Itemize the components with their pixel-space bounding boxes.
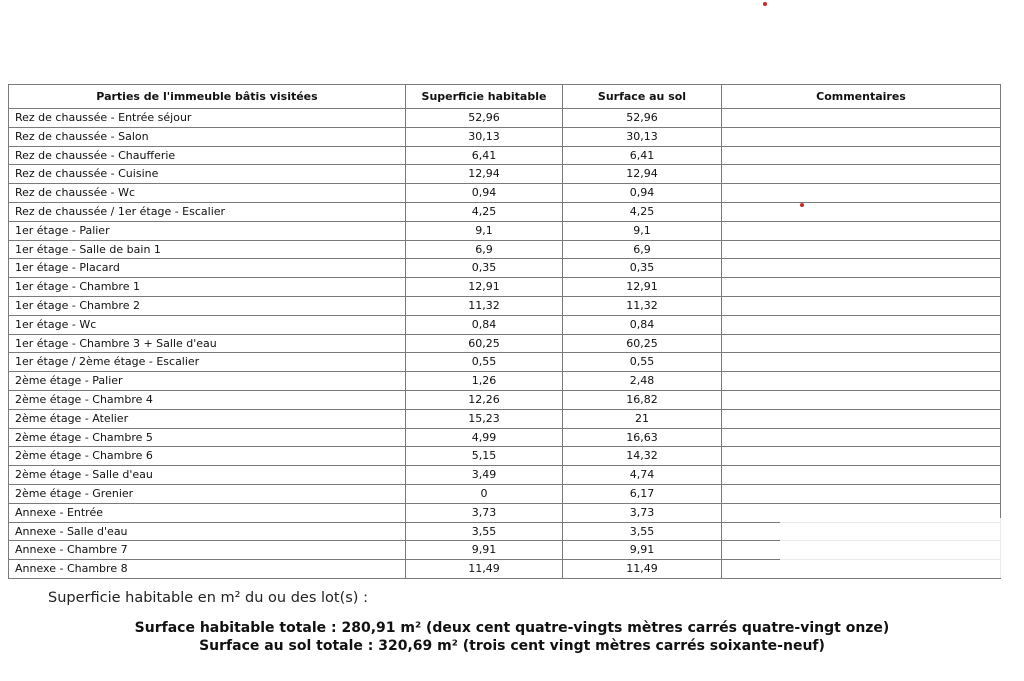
table-row [9, 409, 1001, 428]
cell-part: 1er étage - Salle de bain 1 [9, 240, 406, 259]
cell-habitable: 52,96 [406, 109, 563, 128]
cell-habitable: 15,23 [406, 409, 563, 428]
cell-habitable: 11,49 [406, 560, 563, 579]
cell-habitable: 4,99 [406, 428, 563, 447]
cell-comment [722, 109, 1001, 128]
cell-comment [722, 221, 1001, 240]
cell-habitable: 0 [406, 484, 563, 503]
cell-sol: 2,48 [563, 372, 722, 391]
table-row [9, 334, 1001, 353]
table-row [9, 127, 1001, 146]
cell-part: Rez de chaussée - Salon [9, 127, 406, 146]
cell-part: 1er étage - Wc [9, 315, 406, 334]
cell-part: 1er étage - Chambre 3 + Salle d'eau [9, 334, 406, 353]
cell-part: 2ème étage - Salle d'eau [9, 466, 406, 485]
table-row [9, 146, 1001, 165]
cell-habitable: 12,91 [406, 278, 563, 297]
cell-sol: 16,63 [563, 428, 722, 447]
cell-comment [722, 278, 1001, 297]
table-row [9, 484, 1001, 503]
cell-part: Annexe - Salle d'eau [9, 522, 406, 541]
cell-habitable: 30,13 [406, 127, 563, 146]
cell-sol: 9,91 [563, 541, 722, 560]
table-row [9, 390, 1001, 409]
cell-part: 1er étage - Placard [9, 259, 406, 278]
cell-comment [722, 447, 1001, 466]
table-body [9, 109, 1001, 579]
cell-sol: 9,1 [563, 221, 722, 240]
cell-habitable: 5,15 [406, 447, 563, 466]
cell-sol: 4,74 [563, 466, 722, 485]
table-row [9, 428, 1001, 447]
cell-comment [722, 202, 1001, 221]
cell-habitable: 9,1 [406, 221, 563, 240]
cell-sol: 6,17 [563, 484, 722, 503]
table-row [9, 165, 1001, 184]
cell-comment [722, 259, 1001, 278]
cell-part: 2ème étage - Chambre 6 [9, 447, 406, 466]
cell-habitable: 0,35 [406, 259, 563, 278]
cell-sol: 4,25 [563, 202, 722, 221]
cell-part: Annexe - Chambre 7 [9, 541, 406, 560]
table-row [9, 259, 1001, 278]
cell-part: 1er étage - Chambre 1 [9, 278, 406, 297]
cell-sol: 3,73 [563, 503, 722, 522]
cell-habitable: 0,55 [406, 353, 563, 372]
cell-part: Rez de chaussée - Cuisine [9, 165, 406, 184]
cell-sol: 0,35 [563, 259, 722, 278]
table-row [9, 353, 1001, 372]
cell-part: Rez de chaussée - Wc [9, 184, 406, 203]
cell-part: 2ème étage - Chambre 5 [9, 428, 406, 447]
cell-sol: 21 [563, 409, 722, 428]
surfaces-table [8, 84, 1001, 579]
table-row [9, 372, 1001, 391]
cell-sol: 52,96 [563, 109, 722, 128]
cell-sol: 3,55 [563, 522, 722, 541]
table-header-row [9, 85, 1001, 109]
cell-habitable: 11,32 [406, 296, 563, 315]
scan-artifact [780, 518, 1010, 578]
table-row [9, 109, 1001, 128]
cell-part: 1er étage - Chambre 2 [9, 296, 406, 315]
cell-habitable: 3,55 [406, 522, 563, 541]
cell-comment [722, 296, 1001, 315]
cell-sol: 6,41 [563, 146, 722, 165]
cell-sol: 12,91 [563, 278, 722, 297]
cell-part: Rez de chaussée - Entrée séjour [9, 109, 406, 128]
table-row [9, 315, 1001, 334]
header-sol: Surface au sol [563, 85, 722, 109]
cell-comment [722, 409, 1001, 428]
cell-comment [722, 165, 1001, 184]
cell-habitable: 1,26 [406, 372, 563, 391]
cell-habitable: 0,84 [406, 315, 563, 334]
table-row [9, 466, 1001, 485]
cell-comment [722, 127, 1001, 146]
cell-habitable: 9,91 [406, 541, 563, 560]
table-row [9, 184, 1001, 203]
cell-comment [722, 353, 1001, 372]
cell-sol: 0,94 [563, 184, 722, 203]
cell-part: 2ème étage - Atelier [9, 409, 406, 428]
cell-sol: 11,49 [563, 560, 722, 579]
cell-part: 1er étage - Palier [9, 221, 406, 240]
cell-sol: 60,25 [563, 334, 722, 353]
cell-part: Annexe - Chambre 8 [9, 560, 406, 579]
cell-part: 2ème étage - Chambre 4 [9, 390, 406, 409]
cell-habitable: 0,94 [406, 184, 563, 203]
cell-comment [722, 484, 1001, 503]
intro-text: Superficie habitable en m² du ou des lot(s) : [48, 590, 368, 606]
cell-sol: 30,13 [563, 127, 722, 146]
cell-sol: 0,84 [563, 315, 722, 334]
header-comments: Commentaires [722, 85, 1001, 109]
cell-habitable: 60,25 [406, 334, 563, 353]
total-sol: Surface au sol totale : 320,69 m² (trois cent vingt mètres carrés soixante-neuf) [199, 638, 825, 654]
cell-part: 2ème étage - Palier [9, 372, 406, 391]
table-row [9, 221, 1001, 240]
header-parts: Parties de l'immeuble bâtis visitées [9, 85, 406, 109]
cell-part: 1er étage / 2ème étage - Escalier [9, 353, 406, 372]
cell-part: Rez de chaussée / 1er étage - Escalier [9, 202, 406, 221]
header-habitable: Superficie habitable [406, 85, 563, 109]
cell-habitable: 3,73 [406, 503, 563, 522]
cell-comment [722, 428, 1001, 447]
cell-part: 2ème étage - Grenier [9, 484, 406, 503]
cell-sol: 0,55 [563, 353, 722, 372]
table-row [9, 240, 1001, 259]
cell-sol: 12,94 [563, 165, 722, 184]
cell-sol: 14,32 [563, 447, 722, 466]
cell-comment [722, 315, 1001, 334]
table-row [9, 202, 1001, 221]
cell-comment [722, 146, 1001, 165]
total-habitable: Surface habitable totale : 280,91 m² (deux cent quatre-vingts mètres carrés quatre-vingt onze) [134, 620, 890, 636]
cell-comment [722, 390, 1001, 409]
table-row [9, 296, 1001, 315]
cell-sol: 6,9 [563, 240, 722, 259]
cell-part: Annexe - Entrée [9, 503, 406, 522]
cell-comment [722, 184, 1001, 203]
cell-sol: 16,82 [563, 390, 722, 409]
cell-habitable: 12,94 [406, 165, 563, 184]
table-row [9, 278, 1001, 297]
cell-habitable: 6,41 [406, 146, 563, 165]
cell-habitable: 4,25 [406, 202, 563, 221]
cell-comment [722, 334, 1001, 353]
table-row [9, 447, 1001, 466]
cell-comment [722, 240, 1001, 259]
cell-habitable: 6,9 [406, 240, 563, 259]
cell-habitable: 3,49 [406, 466, 563, 485]
cell-comment [722, 372, 1001, 391]
cell-part: Rez de chaussée - Chaufferie [9, 146, 406, 165]
cell-habitable: 12,26 [406, 390, 563, 409]
cell-comment [722, 466, 1001, 485]
cell-sol: 11,32 [563, 296, 722, 315]
red-marker-dot [763, 2, 767, 6]
